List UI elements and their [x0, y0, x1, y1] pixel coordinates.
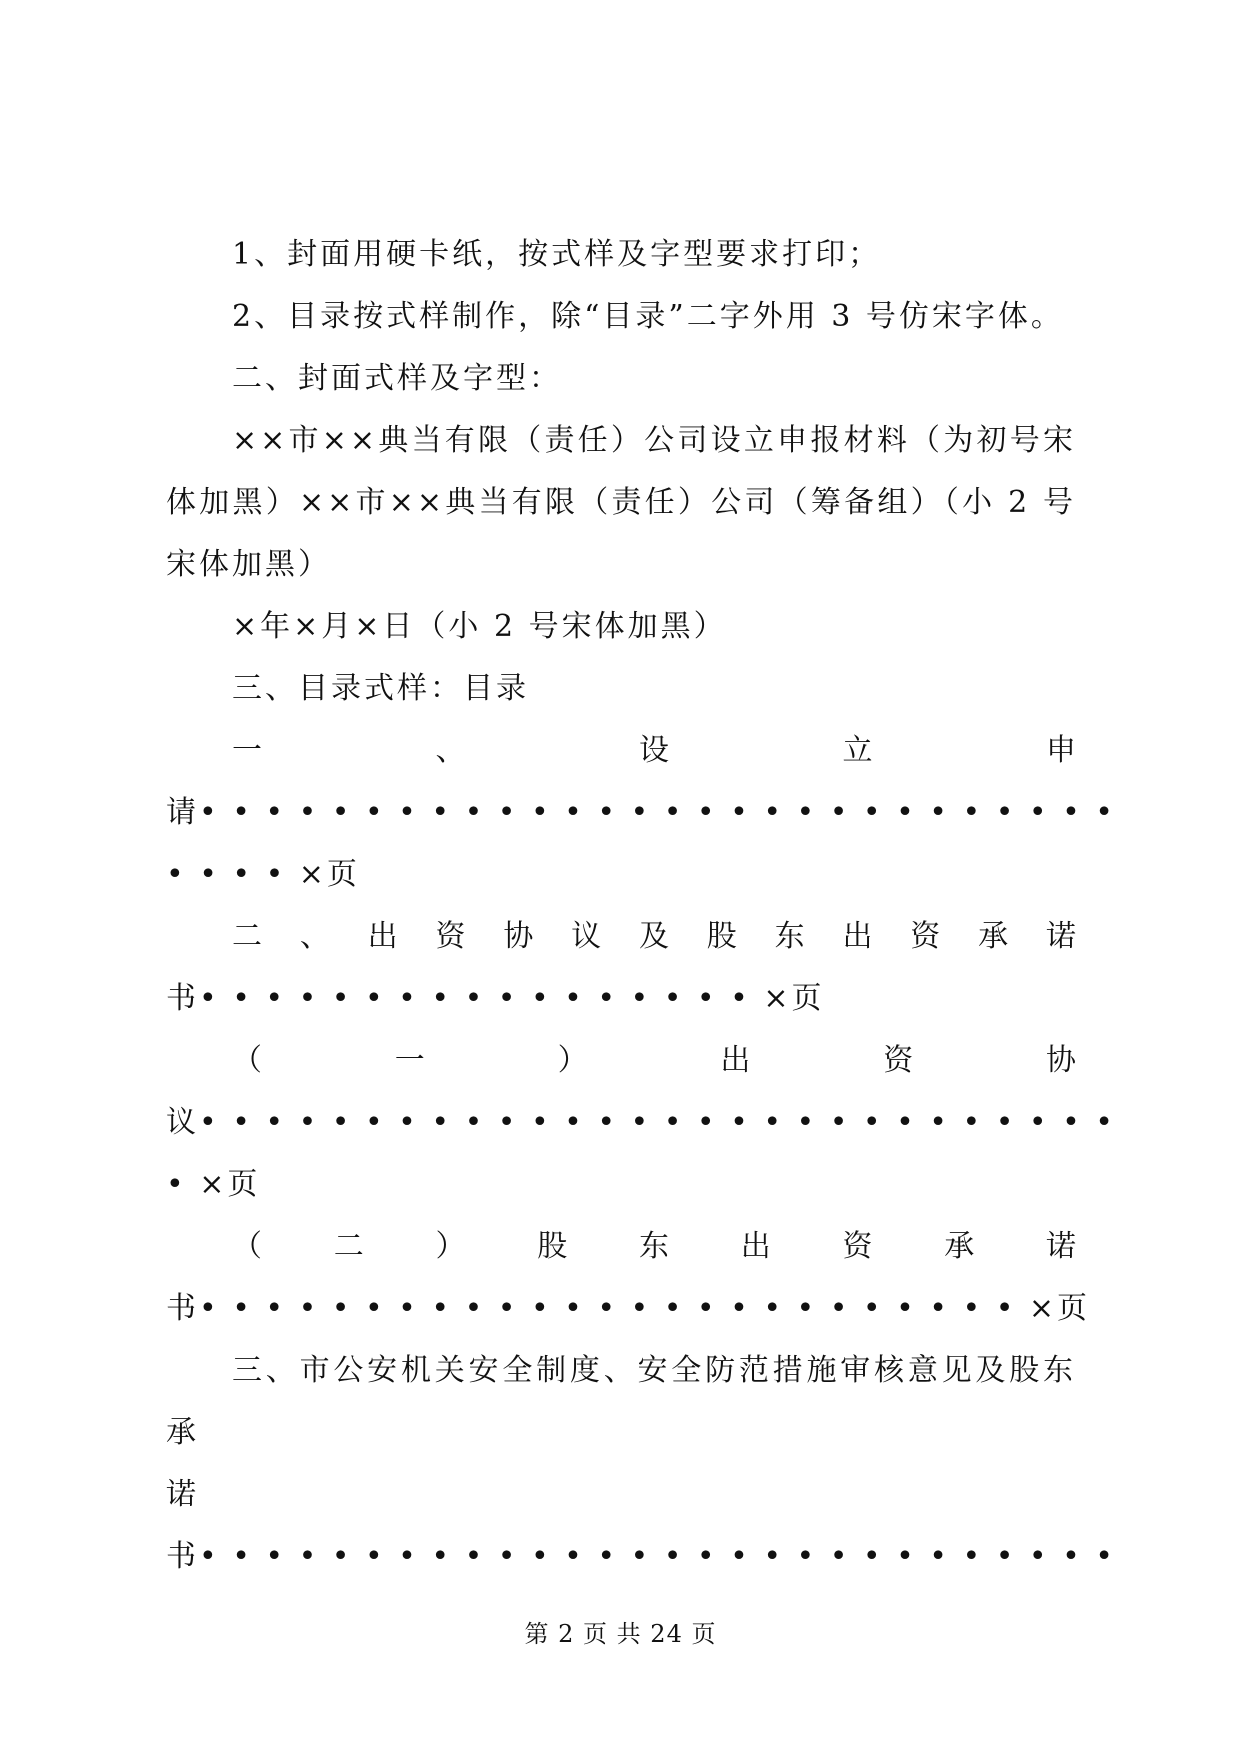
toc-title-char: 出: [842, 919, 873, 954]
toc-title-char: 二: [232, 919, 262, 954]
paragraph-toc-format: 2、目录按式样制作，除“目录”二字外用 3 号仿宋字体。: [232, 299, 1064, 334]
toc-entry-leader: [166, 968, 1076, 1030]
toc-title-char: ）: [557, 1043, 588, 1078]
toc-leader-dots: ••••••••••••••••••••••••••••: [199, 795, 1129, 830]
toc-leader-dots: •••••••••••••••••: [199, 981, 764, 1016]
toc-title-char: 东: [774, 919, 805, 954]
toc-title-char: 申: [1046, 733, 1076, 768]
toc-leader-dots: ••••••••••••••••••••••••••••: [199, 1105, 1129, 1140]
toc-page-ref: ×页: [1028, 1291, 1091, 1326]
toc-entry-cont: 书: [166, 1539, 199, 1574]
toc-title-char: （: [232, 1043, 262, 1078]
toc-entry-leader: [166, 844, 1076, 906]
toc-title-char: 资: [435, 919, 466, 954]
toc-title-char: 及: [638, 919, 669, 954]
toc-entry-cont: 请: [166, 795, 199, 830]
toc-leader-dots: ••••: [166, 857, 299, 892]
paragraph-cover-title: ××市××典当有限（责任）公司设立申报材料（为初号宋体加黑）××市××典当有限（责任）公司（筹备组）（小 2 号宋体加黑）: [166, 423, 1076, 582]
toc-leader-dots: ••••••••••••••••••••••••••••: [199, 1539, 1129, 1574]
toc-title-char: 股: [706, 919, 737, 954]
toc-entry-title: [166, 906, 1076, 968]
toc-title-char: 设: [639, 733, 669, 768]
toc-title-char: 、: [435, 733, 466, 768]
toc-entry-leader: [166, 1278, 1091, 1340]
toc-leader-dots: •: [166, 1167, 200, 1202]
toc-page-ref: ×页: [763, 981, 825, 1016]
toc-title-char: 协: [503, 919, 534, 954]
toc-entry-leader: [166, 1154, 1076, 1216]
toc-entry-title: [166, 720, 1076, 782]
toc-title-char: 出: [367, 919, 398, 954]
toc-entry-cont: 书: [166, 981, 199, 1016]
toc-title-char: 协: [1045, 1043, 1076, 1078]
toc-entry-leader: [166, 782, 1129, 844]
toc-page-ref: ×页: [199, 1167, 261, 1202]
toc-title-char: 承: [978, 919, 1009, 954]
toc-leader-dots: •••••••••••••••••••••••••: [199, 1291, 1029, 1326]
toc-title-char: 立: [842, 733, 873, 768]
toc-entry-title: [166, 1216, 1076, 1278]
toc-entry-cont: 诺: [166, 1477, 199, 1512]
page-footer: 第 2 页 共 24 页: [524, 1620, 717, 1648]
toc-title-char: 出: [720, 1043, 751, 1078]
toc-title-char: 、: [299, 919, 330, 954]
toc-title-char: 股: [537, 1229, 568, 1264]
toc-page-ref: ×页: [298, 857, 360, 892]
toc-entry-leader: [166, 1464, 1076, 1526]
toc-title-char: 资: [842, 1229, 873, 1264]
toc-title-char: （: [232, 1229, 262, 1264]
toc-entry-title: [166, 1030, 1076, 1092]
paragraph-cover-paper: 1、封面用硬卡纸，按式样及字型要求打印；: [232, 237, 882, 272]
toc-title-char: 一: [394, 1043, 425, 1078]
section-heading-toc-style: 三、目录式样：目录: [232, 671, 529, 706]
toc-title-char: 诺: [1045, 919, 1076, 954]
toc-title-char: 东: [639, 1229, 669, 1264]
toc-title-char: 议: [571, 919, 602, 954]
toc-title-char: 出: [740, 1229, 771, 1264]
toc-title-char: 诺: [1046, 1229, 1076, 1264]
toc-title-char: 一: [232, 733, 262, 768]
toc-title-char: ）: [435, 1229, 466, 1264]
toc-entry-leader: [166, 1092, 1129, 1154]
toc-title-char: 二: [333, 1229, 364, 1264]
toc-entry-title: 三、市公安机关安全制度、安全防范措施审核意见及股东承: [166, 1353, 1076, 1450]
toc-entry-leader: [166, 1526, 1129, 1588]
section-heading-cover-style: 二、封面式样及字型：: [232, 361, 562, 396]
toc-entry-cont: 书: [166, 1291, 199, 1326]
toc-title-char: 承: [944, 1229, 975, 1264]
toc-title-char: 资: [883, 1043, 914, 1078]
toc-entry-cont: 议: [166, 1105, 199, 1140]
toc-title-char: 资: [910, 919, 941, 954]
document-body: [166, 224, 1129, 1588]
paragraph-cover-date: ×年×月×日（小 2 号宋体加黑）: [232, 609, 727, 644]
